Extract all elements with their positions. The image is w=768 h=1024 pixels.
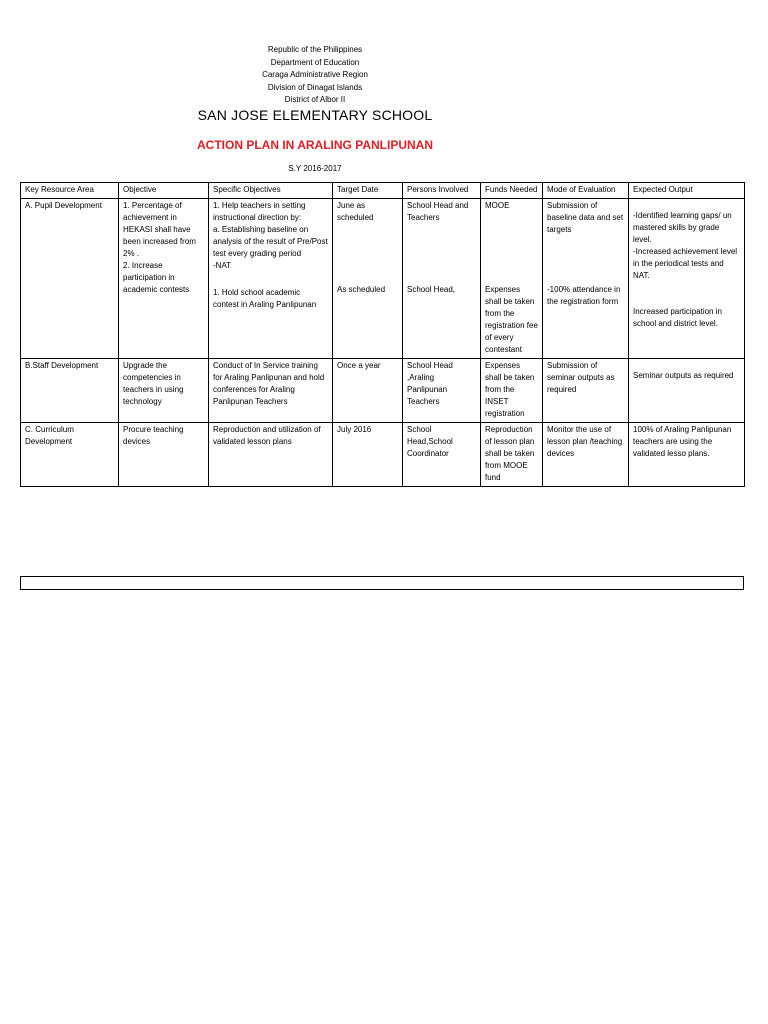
cell-text: A. Pupil Development [25,201,102,210]
cell-text: MOOE [485,201,510,210]
header-objective: Objective [119,183,209,199]
header-line-district: District of Albor II [284,95,346,104]
cell-expected-output [629,359,745,423]
cell-persons-involved: School Head,School Coordinator [403,423,481,487]
cell-text: School Head and Teachers [407,201,469,222]
action-plan-table [20,182,745,487]
cell-text: Seminar outputs as required [633,371,734,380]
cell-key-area [21,199,119,359]
header-line-department: Department of Education [270,57,360,67]
cell-objective: Procure teaching devices [119,423,209,487]
table-row [21,359,745,423]
table-row [21,423,745,487]
cell-persons-involved [403,199,481,359]
cell-mode-of-evaluation [543,199,629,359]
table-row [21,199,745,359]
header-mode-of-evaluation: Mode of Evaluation [543,183,629,199]
school-name: SAN JOSE ELEMENTARY SCHOOL [197,107,433,123]
cell-key-area: B.Staff Development [21,359,119,423]
header-target-date: Target Date [333,183,403,199]
cell-text: Submission of baseline data and set targets [547,201,624,234]
cell-text: 1. Hold school academic contest in Araling Panlipunan [213,288,317,309]
cell-text: June as scheduled [337,201,374,222]
table-header-row [21,183,745,199]
cell-target-date: Once a year [333,359,403,423]
cell-text: School Head, [407,285,456,294]
cell-persons-involved: School Head ,Araling Panlipunan Teachers [403,359,481,423]
header-line-division: Division of Dinagat Islands [267,82,363,92]
cell-text: -Identified learning gaps/ un mastered skills by grade level. -Increased achievement level in the periodical tests and NAT. [633,211,738,280]
cell-funds-needed [481,199,543,359]
header-line-region: Caraga Administrative Region [262,70,368,79]
cell-text: -100% attendance in the registration form [547,285,621,306]
header-key-resource-area: Key Resource Area [21,183,119,199]
cell-specific-objectives: Conduct of In Service training for Araling Panlipunan and hold conferences for Araling Panlipunan Teachers [209,359,333,423]
cell-key-area: C. Curriculum Development [21,423,119,487]
cell-specific-objectives [209,199,333,359]
cell-specific-objectives: Reproduction and utilization of validated lesson plans [209,423,333,487]
cell-target-date: July 2016 [333,423,403,487]
header-line-country: Republic of the Philippines [267,45,363,54]
header-persons-involved: Persons Involved [403,183,481,199]
cell-target-date [333,199,403,359]
cell-expected-output: 100% of Araling Panlipunan teachers are using the validated lesso plans. [629,423,745,487]
cell-expected-output [629,199,745,359]
header-funds-needed: Funds Needed [481,183,543,199]
cell-mode-of-evaluation: Monitor the use of lesson plan /teaching devices [543,423,629,487]
cell-objective: Upgrade the competencies in teachers in using technology [119,359,209,423]
cell-text: Expenses shall be taken from the registration fee of every contestant [485,285,538,354]
header-expected-output: Expected Output [629,183,745,199]
school-year: S.Y 2016-2017 [288,164,342,173]
cell-mode-of-evaluation: Submission of seminar outputs as required [543,359,629,423]
empty-box [20,576,744,590]
plan-title: ACTION PLAN IN ARALING PANLIPUNAN [197,138,433,152]
cell-text: As scheduled [337,285,386,294]
cell-text: 1. Percentage of achievement in HEKASI shall have been increased from 2% . 2. Increase participation in academic contests [123,201,196,294]
cell-funds-needed: Reproduction of lesson plan shall be taken from MOOE fund [481,423,543,487]
cell-funds-needed: Expenses shall be taken from the INSET registration [481,359,543,423]
cell-objective [119,199,209,359]
cell-text: Increased participation in school and district level. [633,307,722,328]
document-header [0,44,630,107]
cell-text: 1. Help teachers in setting instructional direction by: a. Establishing baseline on analysis of the result of Pre/Post test every grading period -NAT [213,201,328,270]
header-specific-objectives: Specific Objectives [209,183,333,199]
